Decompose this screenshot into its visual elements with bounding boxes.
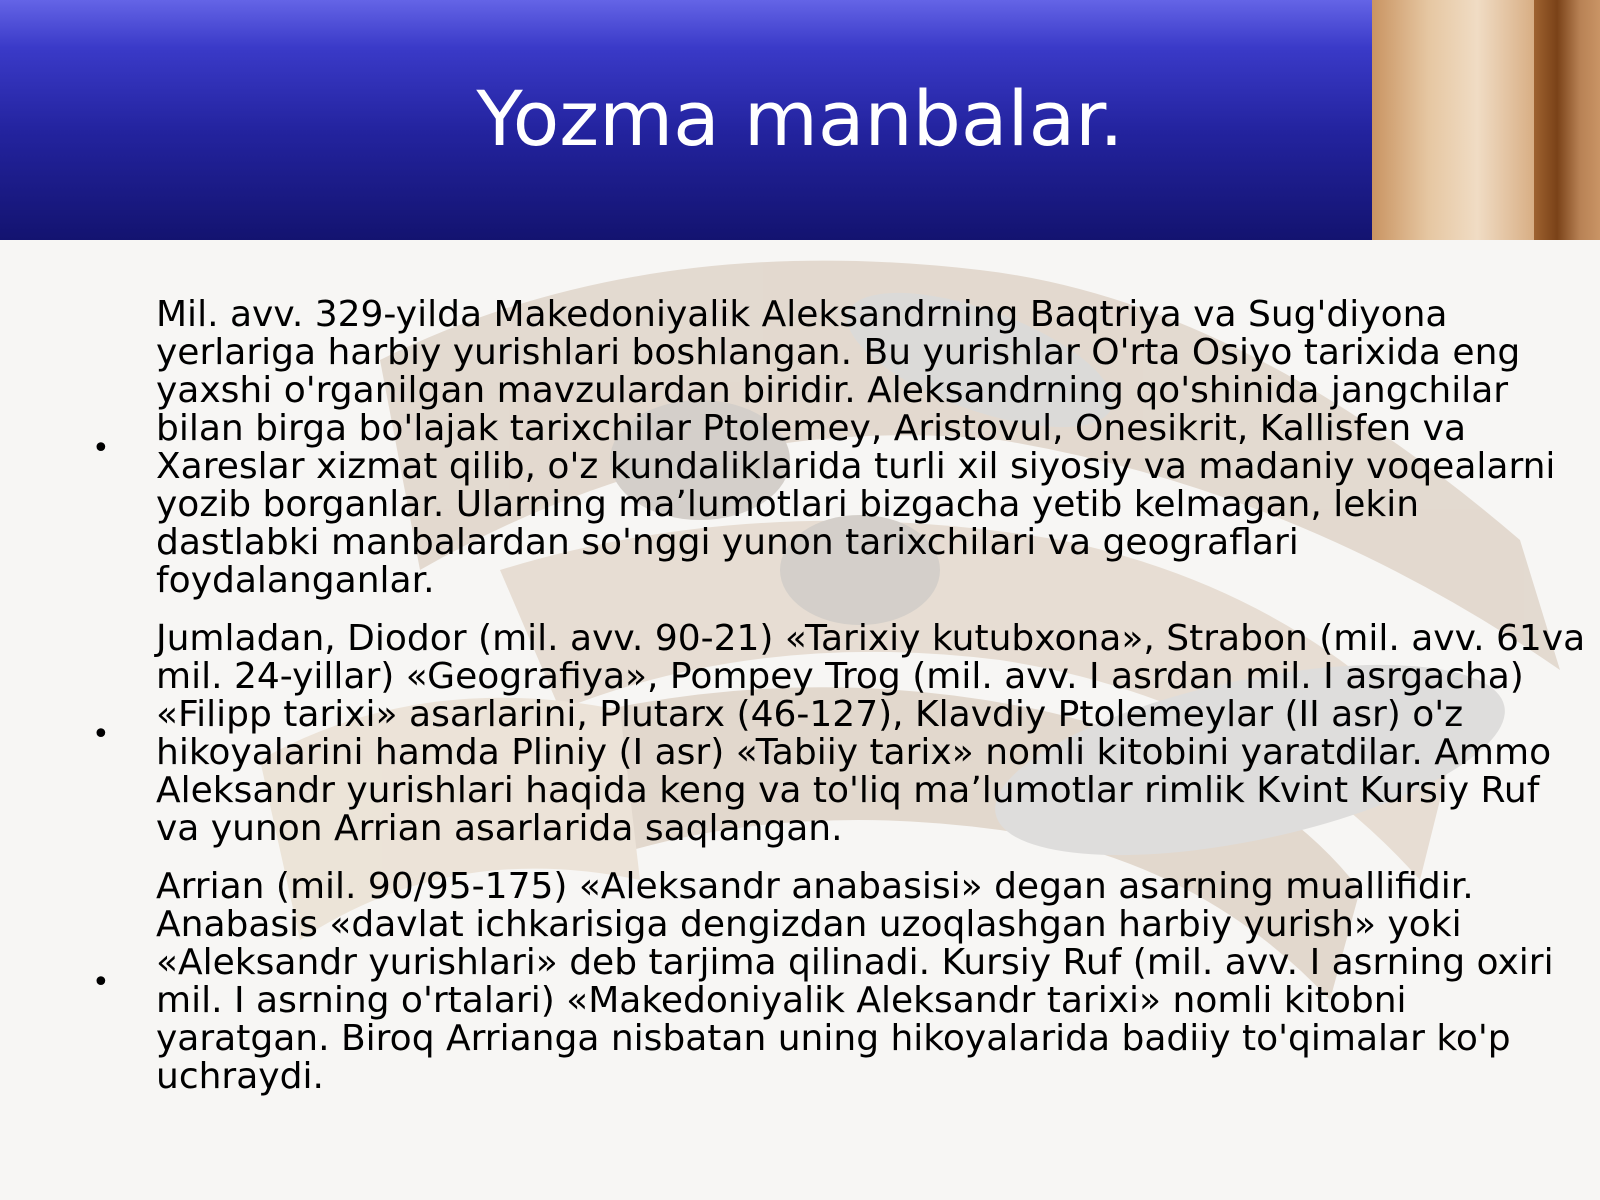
bullet-text: Mil. avv. 329-yilda Makedoniyalik Aleksandrning Baqtriya va Sug'diyona yerlariga harbiy yurishlari boshlangan. Bu yurishlar O'rta Osiyo tarixida eng yaxshi o'rganilgan mavzulardan biridir. Aleksandrning qo'shinida jangchilar bilan birga bo'lajak tarixchilar Ptolemey, Aristovul, Onesikrit, Kallisfen va Xareslar xizmat qilib, o'z kundaliklarida turli xil siyosiy va madaniy voqealarni yozib borganlar. Ularning ma’lumotlari bizgacha yetib kelmagan, lekin dastlabki manbalardan so'nggi yunon tarixchilari va geograflari foydalanganlar.	[156, 294, 1556, 601]
bullet-item	[80, 296, 1580, 600]
bullet-text: Arrian (mil. 90/95-175) «Aleksandr anabasisi» degan asarning muallifidir. Anabasis «davlat ichkarisiga dengizdan uzoqlashgan harbiy yurish» yoki «Aleksandr yurishlari» deb tarjima qilinadi. Kursiy Ruf (mil. avv. I asrning oxiri mil. I asrning o'rtalari) «Makedoniyalik Aleksandr tarixi» nomli kitobni yaratgan. Biroq Arrianga nisbatan uning hikoyalarida badiiy to'qimalar ko'p uchraydi.	[156, 866, 1554, 1097]
bullet-text: Jumladan, Diodor (mil. avv. 90-21) «Tarixiy kutubxona», Strabon (mil. avv. 61va mil. 24-yillar) «Geografiya», Pompey Trog (mil. avv. I asrdan mil. I asrgacha) «Filipp tarixi» asarlarini, Plutarx (46-127), Klavdiy Ptolemeylar (II asr) o'z hikoyalarini hamda Pliniy (I asr) «Tabiiy tarix» nomli kitobini yaratdilar. Ammo Aleksandr yurishlari haqida keng va to'liq ma’lumotlar rimlik Kvint Kursiy Ruf va yunon Arrian asarlarida saqlangan.	[156, 618, 1586, 849]
bullet-marker: •	[92, 716, 110, 752]
bullet-list	[80, 294, 1586, 1116]
slide-title: Yozma manbalar.	[476, 74, 1124, 163]
bullet-marker: •	[92, 430, 110, 466]
bullet-marker: •	[92, 964, 110, 1000]
bullet-item	[80, 868, 1580, 1096]
bullet-item	[80, 618, 1586, 849]
